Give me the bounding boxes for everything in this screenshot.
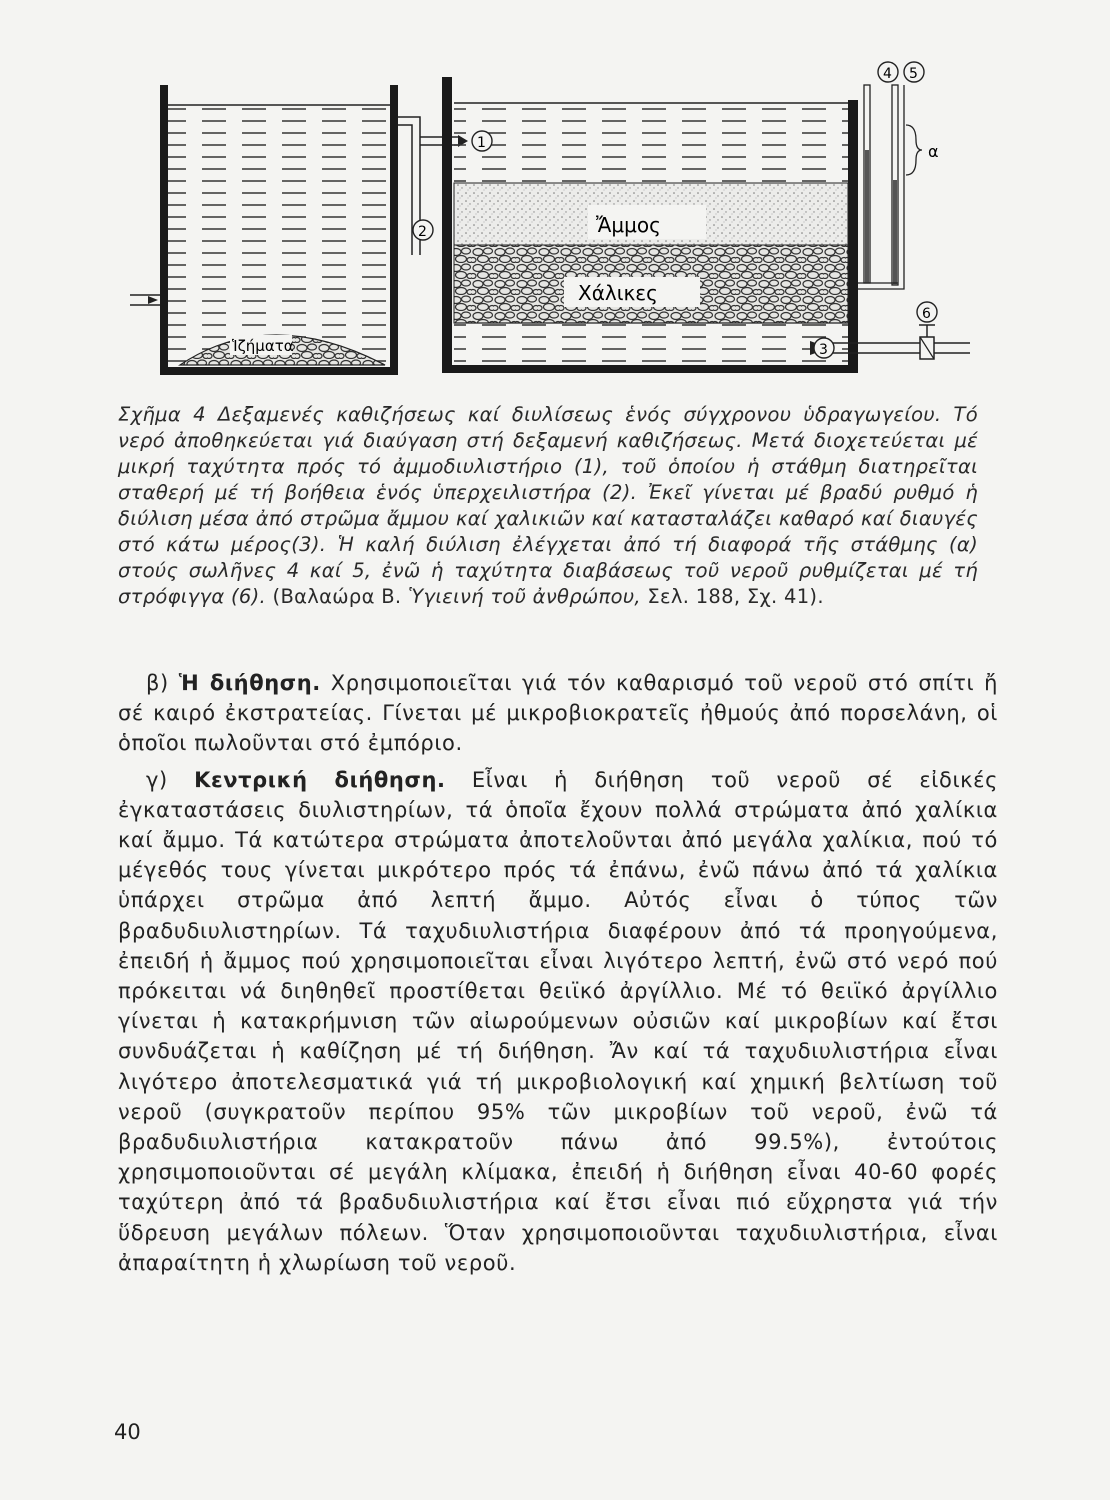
body-text — [118, 668, 998, 1284]
paragraph-filtration — [118, 668, 998, 759]
level-tubes — [858, 85, 939, 289]
tank-diagram — [120, 55, 980, 385]
svg-text:3: 3 — [819, 342, 828, 358]
marker-3 — [814, 338, 834, 358]
svg-text:2: 2 — [418, 224, 427, 240]
caption-main: Σχῆμα 4 Δεξαμενές καθιζήσεως καί διυλίσεως ἑνός σύγχρονου ὑδραγωγείου. Τό νερό ἀποθηκεύεται γιά διαύγαση στή δεξαμενή καθιζήσεως. Μετά διοχετεύεται μέ μικρή ταχύτητα πρός τό ἀμμοδιυλιστήριο (1), τοῦ ὁποίου ἡ στάθμη διατηρεῖται σταθερή μέ τή βοήθεια ἑνός ὑπερχειλιστήρα (2). Ἐκεῖ γίνεται μέ βραδύ ρυθμό ἡ διύλιση μέσα ἀπό στρῶμα ἄμμου καί χαλικιῶν καί κατασταλάζει καθαρό καί διαυγές στό κάτω μέρος(3). Ἡ καλή διύλιση ἐλέγχεται ἀπό τή διαφορά τῆς στάθμης (α) στούς σωλῆνες 4 καί 5, ἐνῶ ἡ ταχύτητα διαβάσεως τοῦ νεροῦ ρυθμίζεται μέ τή στρόφιγγα (6). — [118, 403, 978, 608]
gravel-label: Χάλικες — [578, 281, 658, 305]
caption-ref-suffix: Σελ. 188, Σχ. 41). — [647, 585, 824, 608]
label-a: α — [928, 142, 939, 161]
paragraph-lead: β) — [146, 671, 169, 695]
page-number: 40 — [114, 1420, 141, 1444]
marker-5 — [904, 62, 924, 82]
sediment-label: Ἱζήματα — [232, 337, 294, 355]
sedimentation-tank — [130, 85, 398, 375]
marker-6 — [917, 302, 937, 322]
caption-ref-book: Ὑγιεινή τοῦ ἀνθρώπου, — [407, 585, 641, 608]
paragraph-text: Χρησιμοποιεῖται γιά τόν καθαρισμό τοῦ νεροῦ στό σπίτι ἤ σέ καιρό ἐκστρατείας. Γίνεται μέ μικροβιοκρατεῖς ἠθμούς ἀπό πορσελάνη, οἱ ὁποῖοι πωλοῦνται στό ἐμπόριο. — [118, 671, 999, 756]
figure-caption — [118, 402, 978, 610]
svg-text:5: 5 — [909, 66, 918, 82]
svg-text:4: 4 — [883, 66, 892, 82]
paragraph-text: Εἶναι ἡ διήθηση τοῦ νεροῦ σέ εἰδικές ἐγκαταστάσεις διυλιστηρίων, τά ὁποῖα ἔχουν πολλά στρώματα ἀπό χαλίκια καί ἄμμο. Τά κατώτερα στρώματα ἀποτελοῦνται ἀπό μεγάλα χαλίκια, πού τό μέγεθός τους γίνεται μικρότερο πρός τά ἐπάνω, ἐνῶ πάνω ἀπό τά χαλίκια ὑπάρχει στρῶμα ἀπό λεπτή ἄμμο. Αὐτός εἶναι ὁ τύπος τῶν βραδυδιυλιστηρίων. Τά ταχυδιυλιστήρια διαφέρουν ἀπό τά προηγούμενα, ἐπειδή ἡ ἄμμος πού χρησιμοποιεῖται εἶναι λιγότερο λεπτή, ἐνῶ στό νερό πού πρόκειται νά διηθηθεῖ προστίθεται θειϊκό ἀργίλλιο. Μέ τό θειϊκό ἀργίλλιο γίνεται ἡ κατακρήμνιση τῶν αἰωρούμενων οὐσιῶν καί μικροβίων καί ἔτσι συνδυάζεται ἡ καθίζηση μέ τή διήθηση. Ἄν καί τά ταχυδιυλιστήρια εἶναι λιγότερο ἀποτελεσματικά γιά τή μικροβιολογική καί χημική βελτίωση τοῦ νεροῦ (συγκρατοῦν περίπου 95% τῶν μικροβίων τοῦ νεροῦ, ἐνῶ τά βραδυδιυλιστήρια κατακρατοῦν πάνω ἀπό 99.5%), ἐντούτοις χρησιμοποιοῦνται σέ μεγάλη κλίμακα, ἐπειδή ἡ διήθηση εἶναι 40-60 φορές ταχύτερη ἀπό τά βραδυδιυλιστήρια καί ἔτσι εἶναι πιό εὔχρηστα γιά τήν ὕδρευση μεγάλων πόλεων. Ὅταν χρησιμοποιοῦνται ταχυδιυλιστήρια, εἶναι ἀπαραίτητη ἡ χλωρίωση τοῦ νεροῦ. — [118, 767, 999, 1275]
marker-4 — [878, 62, 898, 82]
marker-1 — [472, 131, 492, 151]
svg-text:1: 1 — [477, 135, 486, 151]
paragraph-central-filtration — [118, 765, 998, 1278]
svg-text:6: 6 — [922, 306, 931, 322]
paragraph-title: Κεντρική διήθηση. — [194, 767, 446, 792]
sand-label: Ἄμμος — [596, 213, 661, 237]
filtration-tank — [442, 77, 858, 373]
paragraph-lead: γ) — [146, 767, 168, 792]
paragraph-title: Ἡ διήθηση. — [178, 671, 321, 695]
caption-ref-prefix: (Βαλαώρα Β. — [272, 585, 402, 608]
marker-2 — [413, 220, 433, 240]
